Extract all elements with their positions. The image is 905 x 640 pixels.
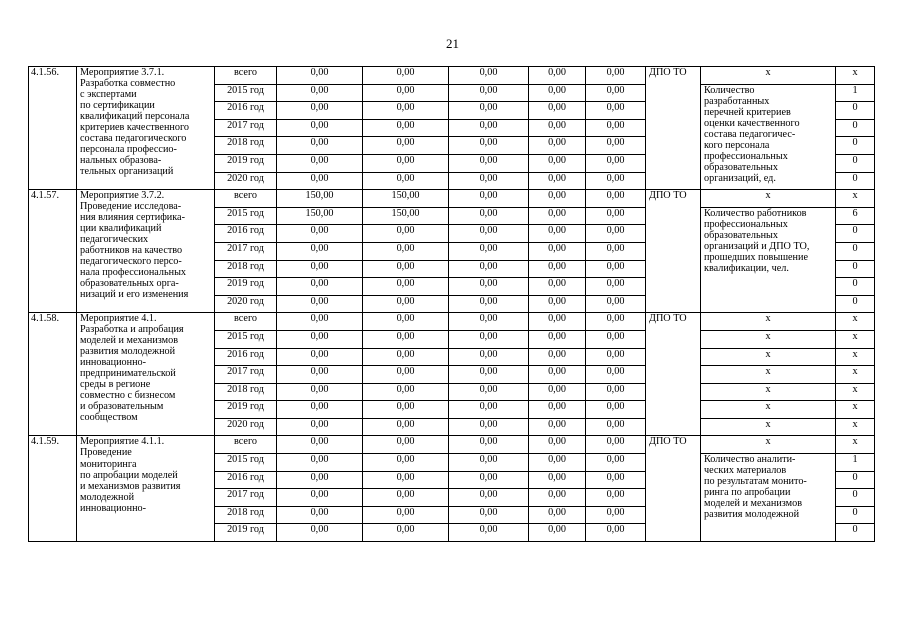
measure-code-cell: 4.1.58. [29,313,77,436]
year-cell: 2015 год [215,84,277,102]
indicator-value-cell: 0 [836,295,875,313]
funding-value-cell: 0,00 [363,524,449,542]
year-cell: 2019 год [215,524,277,542]
funding-value-cell: 0,00 [277,172,363,190]
funding-value-cell: 0,00 [529,471,586,489]
funding-value-cell: 0,00 [277,225,363,243]
funding-value-cell: 0,00 [586,418,646,436]
funding-value-cell: 0,00 [277,260,363,278]
funding-value-cell: 0,00 [586,225,646,243]
funding-value-cell: 0,00 [449,471,529,489]
year-cell: 2016 год [215,471,277,489]
funding-value-cell: 150,00 [277,207,363,225]
funding-value-cell: 0,00 [529,225,586,243]
funding-value-cell: 0,00 [529,366,586,384]
measure-name-cell: Мероприятие 3.7.1. Разработка совместно с экспертами по сертификации квалификаций персонала критериев качественного состава педагогического персонала профессио- нальных образова- тельных организаций [77,67,215,190]
funding-value-cell: 0,00 [277,119,363,137]
indicator-cell: х [701,330,836,348]
indicator-value-cell: 0 [836,506,875,524]
year-cell: 2016 год [215,102,277,120]
indicator-value-cell: х [836,67,875,85]
funding-value-cell: 0,00 [586,366,646,384]
funding-value-cell: 0,00 [277,348,363,366]
funding-value-cell: 0,00 [449,119,529,137]
funding-value-cell: 150,00 [277,190,363,208]
funding-value-cell: 0,00 [363,137,449,155]
funding-value-cell: 0,00 [529,454,586,472]
funding-value-cell: 0,00 [529,119,586,137]
executor-cell: ДПО ТО [646,313,701,436]
funding-value-cell: 0,00 [586,506,646,524]
measure-name-cell: Мероприятие 4.1. Разработка и апробация моделей и механизмов развития молодежной инновационно- предпринимательской среды в регионе совместно с бизнесом и образовательным сообществом [77,313,215,436]
funding-value-cell: 0,00 [277,67,363,85]
indicator-value-cell: х [836,401,875,419]
funding-value-cell: 0,00 [277,506,363,524]
funding-value-cell: 0,00 [449,190,529,208]
funding-value-cell: 0,00 [586,137,646,155]
funding-value-cell: 0,00 [529,207,586,225]
funding-value-cell: 0,00 [586,207,646,225]
funding-value-cell: 0,00 [586,471,646,489]
funding-value-cell: 0,00 [363,278,449,296]
indicator-value-cell: 0 [836,471,875,489]
funding-value-cell: 0,00 [363,260,449,278]
indicator-value-cell: 0 [836,102,875,120]
indicator-cell: х [701,366,836,384]
executor-cell: ДПО ТО [646,190,701,313]
funding-value-cell: 0,00 [277,418,363,436]
funding-value-cell: 0,00 [586,278,646,296]
indicator-value-cell: х [836,190,875,208]
funding-value-cell: 0,00 [586,524,646,542]
funding-value-cell: 0,00 [277,471,363,489]
funding-value-cell: 0,00 [529,524,586,542]
funding-value-cell: 0,00 [277,366,363,384]
funding-value-cell: 0,00 [363,84,449,102]
indicator-value-cell: х [836,348,875,366]
funding-value-cell: 0,00 [449,489,529,507]
funding-value-cell: 0,00 [363,225,449,243]
funding-value-cell: 0,00 [586,454,646,472]
year-cell: 2017 год [215,366,277,384]
funding-value-cell: 0,00 [363,418,449,436]
funding-value-cell: 0,00 [363,401,449,419]
funding-value-cell: 0,00 [529,67,586,85]
funding-value-cell: 0,00 [363,154,449,172]
funding-value-cell: 0,00 [449,454,529,472]
funding-value-cell: 0,00 [586,190,646,208]
indicator-value-cell: 6 [836,207,875,225]
funding-value-cell: 0,00 [586,383,646,401]
indicator-value-cell: 0 [836,260,875,278]
funding-value-cell: 0,00 [277,454,363,472]
year-cell: 2019 год [215,401,277,419]
funding-value-cell: 0,00 [529,295,586,313]
funding-value-cell: 0,00 [363,330,449,348]
funding-value-cell: 0,00 [363,366,449,384]
funding-value-cell: 0,00 [586,489,646,507]
executor-cell: ДПО ТО [646,67,701,190]
funding-value-cell: 0,00 [529,242,586,260]
year-cell: всего [215,436,277,454]
funding-value-cell: 0,00 [449,330,529,348]
indicator-name-cell: Количество разработанных перечней критериев оценки качественного состава педагогичес- кого персонала профессиональных образовательных организаций, ед. [701,84,836,190]
funding-value-cell: 0,00 [586,119,646,137]
indicator-name-cell: Количество аналити- ческих материалов по результатам монито- ринга по апробации моделей и механизмов развития молодежной [701,454,836,542]
indicator-value-cell: 1 [836,84,875,102]
funding-value-cell: 150,00 [363,207,449,225]
year-cell: 2017 год [215,242,277,260]
indicator-value-cell: 0 [836,137,875,155]
funding-value-cell: 0,00 [277,313,363,331]
funding-value-cell: 0,00 [449,401,529,419]
year-cell: 2018 год [215,260,277,278]
funding-value-cell: 0,00 [529,102,586,120]
funding-value-cell: 0,00 [529,260,586,278]
funding-value-cell: 0,00 [277,330,363,348]
year-cell: 2019 год [215,278,277,296]
funding-value-cell: 0,00 [449,348,529,366]
funding-value-cell: 0,00 [363,506,449,524]
funding-value-cell: 0,00 [586,102,646,120]
funding-value-cell: 0,00 [449,242,529,260]
funding-value-cell: 0,00 [449,383,529,401]
indicator-value-cell: х [836,313,875,331]
indicator-value-cell: 0 [836,242,875,260]
funding-value-cell: 0,00 [449,84,529,102]
funding-value-cell: 0,00 [449,137,529,155]
funding-value-cell: 0,00 [277,242,363,260]
funding-value-cell: 0,00 [277,295,363,313]
measure-code-cell: 4.1.56. [29,67,77,190]
funding-value-cell: 0,00 [363,471,449,489]
indicator-value-cell: х [836,436,875,454]
measure-code-cell: 4.1.57. [29,190,77,313]
year-cell: 2020 год [215,172,277,190]
funding-value-cell: 0,00 [277,383,363,401]
year-cell: 2015 год [215,330,277,348]
funding-value-cell: 0,00 [363,313,449,331]
funding-value-cell: 0,00 [277,102,363,120]
indicator-value-cell: х [836,383,875,401]
funding-value-cell: 0,00 [363,102,449,120]
funding-value-cell: 0,00 [586,295,646,313]
indicator-cell: х [701,383,836,401]
indicator-cell: х [701,313,836,331]
funding-value-cell: 0,00 [277,154,363,172]
indicator-cell: х [701,348,836,366]
funding-value-cell: 0,00 [363,295,449,313]
funding-value-cell: 0,00 [529,418,586,436]
funding-value-cell: 0,00 [277,436,363,454]
funding-value-cell: 0,00 [449,418,529,436]
funding-value-cell: 150,00 [363,190,449,208]
funding-value-cell: 0,00 [586,330,646,348]
funding-value-cell: 0,00 [277,84,363,102]
indicator-value-cell: х [836,330,875,348]
funding-value-cell: 0,00 [449,172,529,190]
funding-value-cell: 0,00 [363,67,449,85]
year-cell: 2018 год [215,383,277,401]
table-row [29,436,875,454]
funding-value-cell: 0,00 [449,524,529,542]
funding-value-cell: 0,00 [449,260,529,278]
indicator-value-cell: 0 [836,119,875,137]
funding-value-cell: 0,00 [449,207,529,225]
funding-value-cell: 0,00 [529,506,586,524]
funding-value-cell: 0,00 [529,436,586,454]
year-cell: 2019 год [215,154,277,172]
funding-value-cell: 0,00 [586,348,646,366]
indicator-cell: х [701,418,836,436]
funding-value-cell: 0,00 [363,119,449,137]
funding-value-cell: 0,00 [449,436,529,454]
funding-value-cell: 0,00 [277,524,363,542]
program-measures-table [28,66,875,542]
table-row [29,67,875,85]
funding-value-cell: 0,00 [449,225,529,243]
funding-value-cell: 0,00 [449,366,529,384]
measure-name-cell: Мероприятие 4.1.1. Проведение мониторинга по апробации моделей и механизмов развития молодежной инновационно- [77,436,215,542]
indicator-cell: х [701,436,836,454]
table-row [29,313,875,331]
funding-value-cell: 0,00 [586,154,646,172]
funding-value-cell: 0,00 [529,172,586,190]
year-cell: 2016 год [215,348,277,366]
funding-value-cell: 0,00 [586,313,646,331]
year-cell: 2018 год [215,137,277,155]
funding-value-cell: 0,00 [586,436,646,454]
funding-value-cell: 0,00 [277,137,363,155]
indicator-value-cell: 0 [836,278,875,296]
executor-cell: ДПО ТО [646,436,701,542]
funding-value-cell: 0,00 [586,172,646,190]
funding-value-cell: 0,00 [449,506,529,524]
indicator-value-cell: 0 [836,225,875,243]
funding-value-cell: 0,00 [529,84,586,102]
funding-value-cell: 0,00 [363,454,449,472]
page-number: 21 [446,36,459,51]
funding-value-cell: 0,00 [529,313,586,331]
funding-value-cell: 0,00 [449,154,529,172]
indicator-value-cell: 0 [836,172,875,190]
funding-value-cell: 0,00 [529,278,586,296]
indicator-name-cell: Количество работников профессиональных образовательных организаций и ДПО ТО, прошедших повышение квалификации, чел. [701,207,836,313]
year-cell: 2017 год [215,489,277,507]
indicator-cell: х [701,67,836,85]
funding-value-cell: 0,00 [529,489,586,507]
funding-value-cell: 0,00 [277,401,363,419]
indicator-cell: х [701,401,836,419]
indicator-value-cell: 0 [836,524,875,542]
funding-value-cell: 0,00 [277,278,363,296]
funding-value-cell: 0,00 [529,154,586,172]
funding-value-cell: 0,00 [363,436,449,454]
year-cell: 2015 год [215,207,277,225]
funding-value-cell: 0,00 [586,67,646,85]
funding-value-cell: 0,00 [363,348,449,366]
funding-value-cell: 0,00 [586,260,646,278]
year-cell: 2015 год [215,454,277,472]
funding-value-cell: 0,00 [449,102,529,120]
funding-value-cell: 0,00 [529,330,586,348]
funding-value-cell: 0,00 [529,401,586,419]
funding-value-cell: 0,00 [363,172,449,190]
indicator-value-cell: х [836,366,875,384]
funding-value-cell: 0,00 [363,242,449,260]
funding-value-cell: 0,00 [529,137,586,155]
funding-value-cell: 0,00 [449,278,529,296]
funding-value-cell: 0,00 [449,67,529,85]
funding-value-cell: 0,00 [586,401,646,419]
year-cell: всего [215,313,277,331]
indicator-value-cell: х [836,418,875,436]
year-cell: 2017 год [215,119,277,137]
funding-value-cell: 0,00 [363,383,449,401]
indicator-cell: х [701,190,836,208]
funding-value-cell: 0,00 [449,295,529,313]
year-cell: 2016 год [215,225,277,243]
year-cell: 2018 год [215,506,277,524]
funding-value-cell: 0,00 [277,489,363,507]
funding-value-cell: 0,00 [529,348,586,366]
year-cell: 2020 год [215,418,277,436]
year-cell: всего [215,190,277,208]
funding-value-cell: 0,00 [586,84,646,102]
year-cell: всего [215,67,277,85]
funding-value-cell: 0,00 [449,313,529,331]
table-row [29,190,875,208]
indicator-value-cell: 0 [836,489,875,507]
indicator-value-cell: 0 [836,154,875,172]
funding-value-cell: 0,00 [529,190,586,208]
measure-name-cell: Мероприятие 3.7.2. Проведение исследова- ния влияния сертифика- ции квалификаций педагогических работников на качество педагогического персо- нала профессиональных образовательных орга- низаций и его изменения [77,190,215,313]
funding-value-cell: 0,00 [586,242,646,260]
measure-code-cell: 4.1.59. [29,436,77,542]
indicator-value-cell: 1 [836,454,875,472]
funding-value-cell: 0,00 [363,489,449,507]
year-cell: 2020 год [215,295,277,313]
funding-value-cell: 0,00 [529,383,586,401]
